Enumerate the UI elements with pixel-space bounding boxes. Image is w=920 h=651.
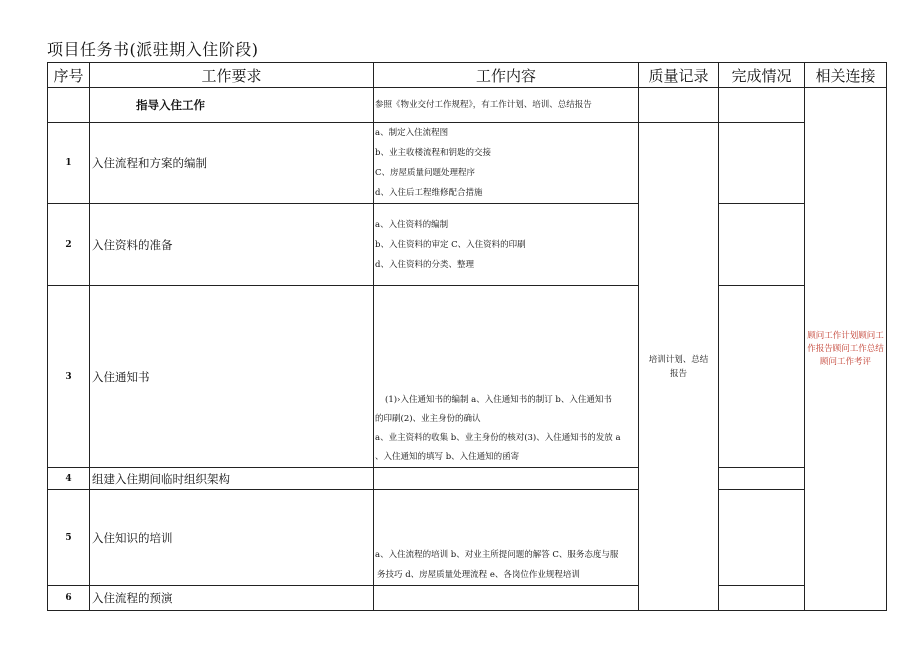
completion-cell: [719, 586, 805, 611]
content-line: a、业主资料的收集 b、业主身份的核对(3)、入住通知书的发放 a: [375, 433, 621, 443]
content-line: d、入住后工程维修配合措施: [375, 188, 483, 198]
row-number: 1: [48, 123, 90, 204]
content-line: a、入住流程的培训 b、对业主所提问题的解答 C、服务态度与服: [375, 550, 619, 560]
row-requirement: 入住通知书: [90, 286, 374, 468]
row-requirement: 组建入住期间临时组织架构: [90, 468, 374, 490]
table-row: [48, 586, 887, 611]
related-links-cell[interactable]: 顾问工作计划顾问工作报告顾问工作总结顾问工作考评: [805, 88, 887, 611]
completion-cell: [719, 204, 805, 286]
header-completion: 完成情况: [719, 63, 805, 88]
header-related-links: 相关连接: [805, 63, 887, 88]
row-content: [374, 586, 639, 611]
content-line: a、入住资料的编制: [375, 219, 449, 230]
header-row: [48, 63, 887, 88]
header-content: 工作内容: [374, 63, 639, 88]
completion-cell: [719, 490, 805, 586]
row-number: 6: [48, 586, 90, 611]
row-content: [374, 204, 639, 286]
row-requirement: 指导入住工作: [90, 88, 374, 123]
table-row: [48, 88, 887, 123]
row-number: 3: [48, 286, 90, 468]
content-line: C、房屋质量问题处理程序: [375, 168, 476, 178]
document-title: 项目任务书(派驻期入住阶段): [47, 40, 259, 59]
content-line: (1)›入住通知书的编制 a、入住通知书的制订 b、入住通知书: [385, 395, 612, 405]
content-line: b、入住资料的审定 C、入住资料的印刷: [375, 239, 526, 250]
row-requirement: 入住流程的预演: [90, 586, 374, 611]
row-number: 4: [48, 468, 90, 490]
quality-cell: [639, 88, 719, 123]
row-content: [374, 286, 639, 468]
table-row: [48, 286, 887, 468]
row-content: [374, 88, 639, 123]
content-line: b、业主收楼流程和钥匙的交接: [375, 148, 491, 158]
header-quality-record: 质量记录: [639, 63, 719, 88]
completion-cell: [719, 468, 805, 490]
row-requirement: 入住流程和方案的编制: [90, 123, 374, 204]
header-seq: 序号: [48, 63, 90, 88]
completion-cell: [719, 88, 805, 123]
row-content: [374, 490, 639, 586]
header-requirement: 工作要求: [90, 63, 374, 88]
completion-cell: [719, 123, 805, 204]
content-line: 的印刷(2)、业主身份的确认: [375, 414, 481, 424]
row-content: [374, 123, 639, 204]
content-line: 务技巧 d、房屋质量处理流程 e、各岗位作业规程培训: [377, 570, 580, 580]
table-row: [48, 468, 887, 490]
row-content: [374, 468, 639, 490]
content-line: 参照《物业交付工作规程》，有工作计划、培训、总结报告: [375, 100, 592, 110]
content-line: a、制定入住流程图: [375, 128, 449, 138]
table-row: [48, 490, 887, 586]
table-row: [48, 204, 887, 286]
table-row: [48, 123, 887, 204]
completion-cell: [719, 286, 805, 468]
row-number: [48, 88, 90, 123]
content-line: d、入住资料的分类、整理: [375, 259, 474, 270]
row-number: 5: [48, 490, 90, 586]
task-table: [47, 62, 887, 611]
row-requirement: 入住资料的准备: [90, 204, 374, 286]
quality-record-cell: 培训计划、总结报告: [639, 123, 719, 611]
row-number: 2: [48, 204, 90, 286]
content-line: 、入住通知的填写 b、入住通知的函寄: [375, 452, 520, 462]
row-requirement: 入住知识的培训: [90, 490, 374, 586]
